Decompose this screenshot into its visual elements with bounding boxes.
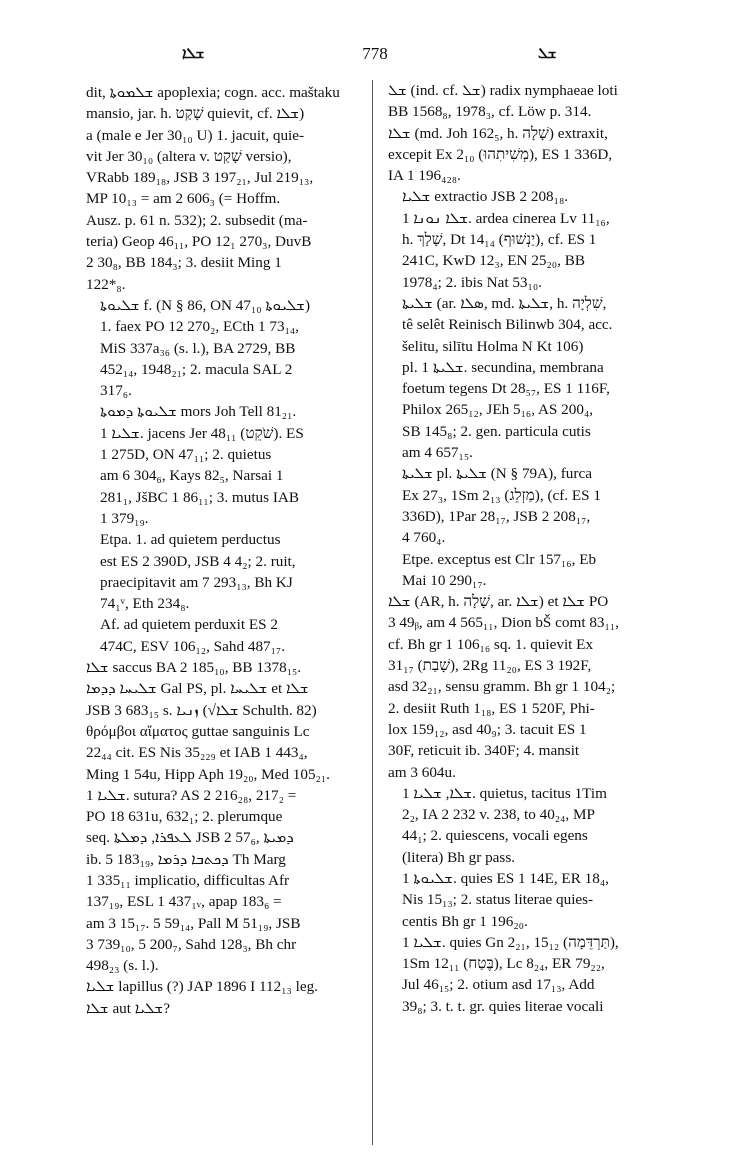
entry-text: ܫܠܝܬܐ (ar. ܣܠܐ, md. ܫܠܝܬܐ, h. שִׁלְיָה, tê selêt Reinisch Bilinwb 304, acc. šelitu, silītu Holma N Kt 106) pl. ܫܠܝܬܐ 1. secundina, membrana foetum tegens Dt 28₅₇, ES 1 116F, Philox 265₁₂, JEh 5₁₆, AS 200₄, SB 145₈; 2. gen. particula cutis am 4 657₁₅. — [402, 294, 613, 462]
entry-text: ܫܠܝܐ lapillus (?) JAP 1896 I 112₁₃ leg. ܫܠܐ aut ܫܠܝܐ? — [86, 978, 318, 1017]
entry-text: ܫܠܝܚܐ ܕܕܡܐ Gal PS, pl. ܫܠܝܚܐ et ܫܠܐ JSB 3 683₁₅ s. ܙܢܝܐ (√ܫܠܐ Schulth. 82) θρόμβοι αἵματος guttae sanguinis Lc 22₄₄ cit. ES Nis 35₂₂₉ et IAB 1 443₄, Ming 1 54u, Hipp Aph 19₂₀, Med 105₂₁. — [86, 680, 330, 783]
entry-text: Etpe. exceptus est Clr 157₁₆, Eb Mai 10 290₁₇. — [402, 550, 597, 589]
left-column — [86, 82, 372, 1019]
entry-text: Af. ad quietem perduxit ES 2 474C, ESV 106₁₂, Sahd 487₁₇. — [100, 616, 286, 655]
entry-text: ܫܠܐ ܢܘܢܐ 1. ardea cinerea Lv 11₁₆, h. שָׁלָךְ, Dt 14₁₄ (יַנְשׁוּף), cf. ES 1 241C, KwD 12₃, EN 25₂₀, BB 1978₄; 2. ibis Nat 53₁₀. — [402, 209, 610, 291]
running-head-left: ܫܠܐ — [182, 44, 205, 62]
page-header — [0, 44, 750, 70]
entry-text: dit, ܫܠܡܘܬܐ apoplexia; cogn. acc. maštaku mansio, jar. h. שָׁקַט quievit, cf. ܫܠܐ) a (male e Jer 30₁₀ U) 1. jacuit, quie- vit Jer 30₁₀ (altera v. שָׁקַט versio), VRabb 189₁₈, JSB 3 197₂₁, Jul 219₁₃, MP 10₁₃ = am 2 606₃ (= Hoffm. Ausz. p. 61 n. 532); 2. subsedit (ma- teria) Geop 46₁₁, PO 12₁ 270₃, DuvB 2 30₈, BB 184₃; 3. desiit Ming 1 122*₈. — [86, 84, 340, 293]
entry-text: ܫܠܐ saccus BA 2 185₁₀, BB 1378₁₅. — [86, 659, 302, 677]
entry-text: ܫܠܝܘܬܐ f. (N § 86, ON 47₁₀ ܫܠܝܘܬܐ) 1. faex PO 12 270₂, ECth 1 73₁₄, MiS 337a₃₆ (s. l.), BA 2729, BB 452₁₄, 1948₂₁; 2. macula SAL 2 317₆. — [100, 296, 311, 400]
entry-text: ܫܠܐ, ܫܠܝܐ 1. quietus, tacitus 1Tim 2₂, IA 2 232 v. 238, to 40₂₄, MP 44₁; 2. quiescens, vocali egens (litera) Bh gr pass. — [402, 784, 607, 866]
entry-text: ܫܠܐ (AR, h. שָׁלָה, ar. ܫܠܐ) et ܫܠܐ PO 3 49ᵦ, am 4 565₁₁, Dion bŠ comt 83₁₁, cf. Bh gr 1 106₁₆ sq. 1. quievit Ex 31₁₇ (שָׁבַת), 2Rg 11₂₀, ES 3 192F, asd 32₂₁, sensu gramm. Bh gr 1 104₂; 2. desiit Ruth 1₁₈, ES 1 520F, Phi- lox 159₁₂, asd 40₉; 3. tacuit ES 1 30F, reticuit ib. 340F; 4. mansit am 3 604u. — [388, 593, 619, 781]
running-head-right: ܫܠ — [538, 44, 557, 62]
entry-text: ܫܠܝܐ 1. jacens Jer 48₁₁ (שֹׁקֵט). ES 1 275D, ON 47₁₁; 2. quietus am 6 304₆, Kays 82₅, Narsai 1 281₁, JšBC 1 86₁₁; 3. mutus IAB 1 379₁₉. — [100, 424, 304, 527]
right-column — [388, 80, 674, 1017]
entry-text: ܫܠܝܐ 1. sutura? AS 2 216₂₈, 217₂ = PO 18 631u, 632₁; 2. plerumque seq. ܠܥܦܪܐ, ܕܡܠܬܐ JSB 2 57₆, ܕܡܝܬܐ ib. 5 183₁₉, ܕܟܬܒܐ ܕܪܡܐ Th Marg 1 335₁₁ implicatio, difficultas Afr 137₁₉, ESL 1 437₁ᵥ, apap 183₆ = am 3 15₁₇. 5 59₁₄, Pall M 51₁₉, JSB 3 739₁₀, 5 200₇, Sahd 128₃, Bh chr 498₂₃ (s. l.). — [86, 786, 301, 975]
entry-text: ܫܠܝܐ extractio JSB 2 208₁₈. — [402, 188, 569, 206]
entry-text: ܫܠܝܐ 1. quies Gn 2₂₁, 15₁₂ (תַּרְדֵּמָה), 1Sm 12₁₁ (בֶּטַח), Lc 8₂₄, ER 79₂₂, Jul 46₁₅; 2. otium asd 17₁₃, Add 39₈; 3. t. t. gr. quies literae vocali — [402, 933, 619, 1015]
page-number: 778 — [362, 44, 388, 63]
column-divider — [372, 80, 373, 1145]
entry-text: ܫܠܝܘܬܐ 1. quies ES 1 14E, ER 18₄, Nis 15₁₃; 2. status literae quies- centis Bh gr 1 196₂₀. — [402, 869, 609, 930]
entry-text: ܫܠ (ind. cf. ܫܠ) radix nymphaeae loti BB 1568₈, 1978₃, cf. Löw p. 314. — [388, 82, 618, 121]
entry-text: ܫܠܝܘܬܐ ܕܡܘܬܐ mors Joh Tell 81₂₁. — [100, 403, 297, 421]
entry-text: ܫܠܐ (md. Joh 162₅, h. שָׁלָה) extraxit, excepit Ex 2₁₀ (מְשִׁיתִהוּ), ES 1 336D, IA 1 196₄₂₈. — [388, 124, 613, 185]
entry-text: ܫܠܝܬܐ pl. ܫܠܝܬܐ (N § 79A), furca Ex 27₃, 1Sm 2₁₃ (מַזְלֵג), (cf. ES 1 336D), 1Par 28₁₇, JSB 2 208₁₇, 4 760₄. — [402, 465, 602, 547]
entry-text: Etpa. 1. ad quietem perductus est ES 2 390D, JSB 4 4₂; 2. ruit, praecipitavit am 7 293₁₃, Bh KJ 74₁ᵛ, Eth 234₈. — [100, 531, 296, 613]
